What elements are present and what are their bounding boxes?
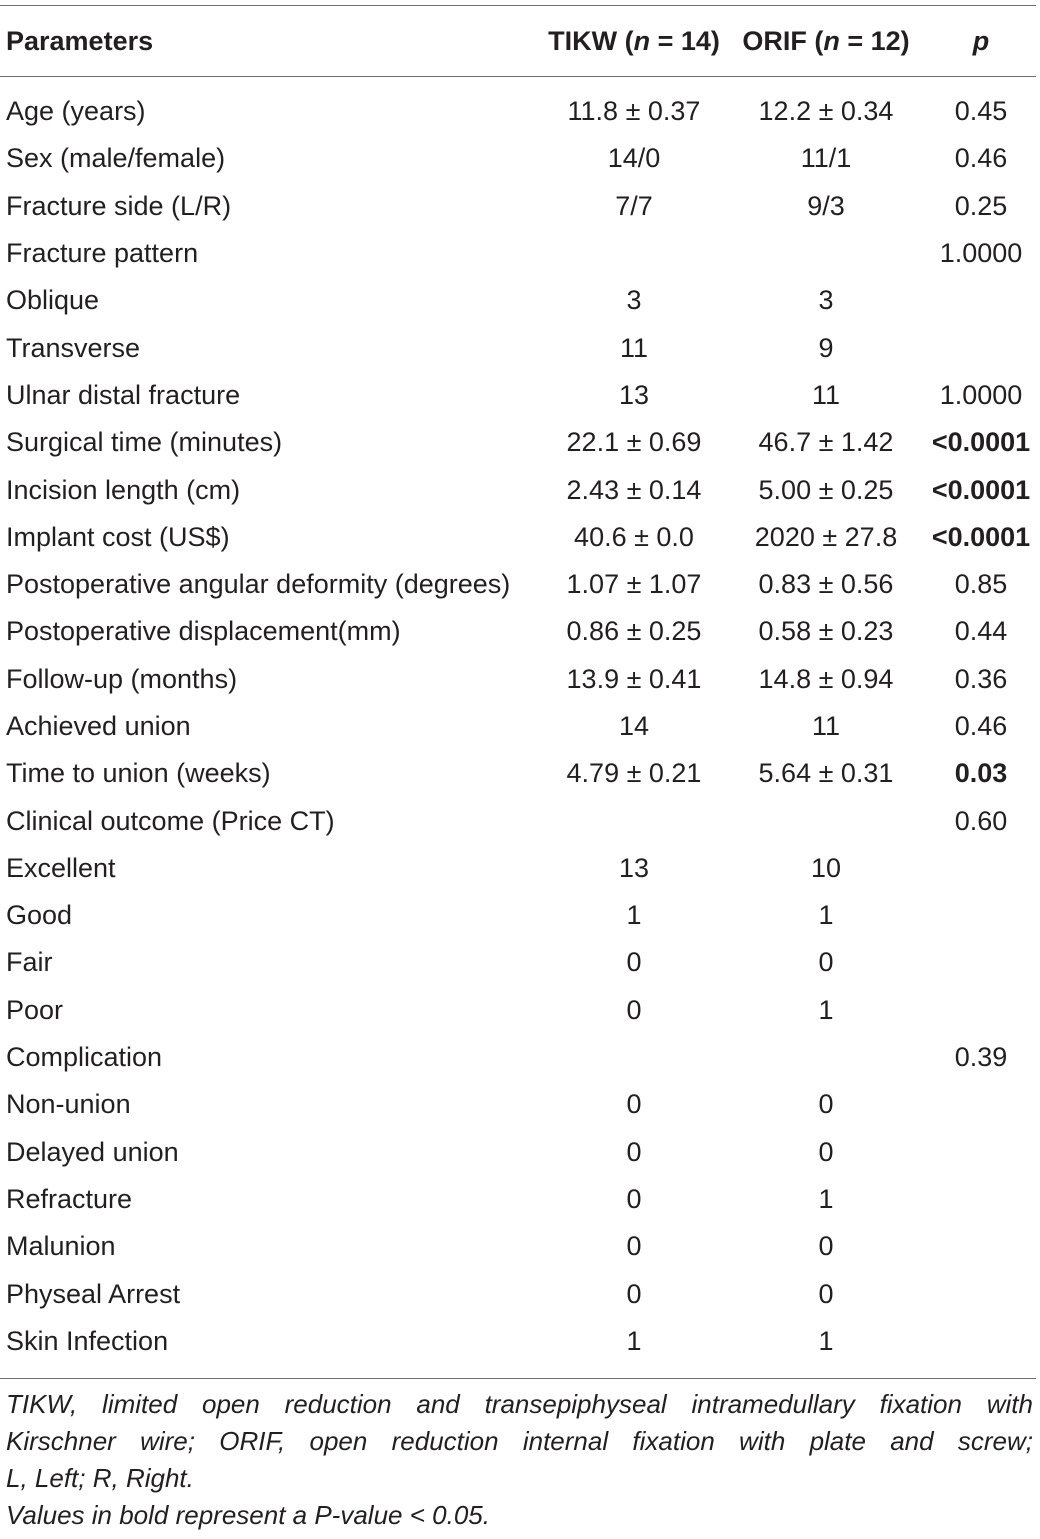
cell-orif: 0: [818, 947, 834, 978]
cell-orif: 0: [818, 1278, 834, 1309]
cell-orif: 9: [818, 332, 834, 363]
cell-orif: [732, 1034, 920, 1081]
cell-parameter: Achieved union: [6, 711, 191, 741]
cell-parameter: Implant cost (US$): [6, 521, 230, 552]
cell-parameter: Physeal Arrest: [6, 1278, 181, 1309]
table-row: [0, 1081, 1040, 1128]
table-header: [0, 6, 1040, 76]
table-row: [0, 1176, 1040, 1223]
cell-p-value: [920, 1129, 1040, 1176]
table-body: [0, 88, 1040, 1365]
cell-parameter: Time to union (weeks): [6, 758, 271, 789]
footnote-significance: Values in bold represent a P-value < 0.05.: [6, 1500, 490, 1530]
cell-orif: [732, 230, 920, 277]
table-row: [0, 608, 1040, 655]
cell-tikw: 0: [626, 1278, 642, 1309]
table-row: [0, 845, 1040, 892]
header-orif: [732, 6, 920, 76]
table-row: [0, 987, 1040, 1034]
header-orif-suffix: = 12): [839, 25, 910, 56]
table-row: [0, 656, 1040, 703]
cell-p-value: [920, 324, 1040, 371]
cell-orif: 1: [818, 1183, 834, 1214]
footnote-line: L, Left; R, Right.: [6, 1463, 194, 1493]
cell-tikw: 0: [626, 947, 642, 978]
cell-parameter: Malunion: [6, 1231, 116, 1262]
cell-orif: 14.8 ± 0.94: [758, 663, 894, 694]
cell-p-value: [920, 1223, 1040, 1270]
cell-p-value: 0.25: [954, 190, 1008, 221]
cell-parameter: Postoperative displacement(mm): [6, 616, 401, 647]
header-p: p: [972, 25, 990, 56]
cell-p-value: 0.44: [954, 616, 1008, 647]
cell-parameter: Oblique: [6, 285, 100, 316]
header-tikw: [536, 6, 732, 76]
cell-orif: 1: [818, 900, 834, 931]
cell-parameter: Ulnar distal fracture: [6, 379, 241, 410]
table-row: [0, 1223, 1040, 1270]
cell-p-value: [920, 277, 1040, 324]
cell-orif: 12.2 ± 0.34: [758, 96, 894, 127]
cell-tikw: 1.07 ± 1.07: [566, 569, 702, 600]
cell-p-value: <0.0001: [931, 474, 1031, 505]
header-tikw-suffix: = 14): [650, 25, 720, 56]
cell-tikw: 0: [626, 1231, 642, 1262]
table-row: [0, 88, 1040, 135]
cell-p-value: <0.0001: [931, 521, 1031, 552]
cell-orif: 11: [811, 379, 841, 410]
cell-parameter: Fracture pattern: [6, 238, 199, 269]
table-bottom-rule: [0, 1378, 1036, 1379]
table-row: [0, 750, 1040, 797]
cell-tikw: 14/0: [607, 143, 661, 174]
table-row: [0, 419, 1040, 466]
cell-orif: 11: [811, 711, 841, 741]
cell-p-value: 0.45: [954, 96, 1008, 127]
cell-parameter: Age (years): [6, 96, 146, 127]
footnote-line: TIKW, limited open reduction and transepiphyseal intramedullary fixation with: [6, 1389, 1033, 1419]
cell-orif: 1: [818, 994, 834, 1025]
cell-tikw: 1: [626, 900, 642, 931]
cell-parameter: Follow-up (months): [6, 663, 238, 694]
table-row: [0, 135, 1040, 182]
cell-parameter: Surgical time (minutes): [6, 427, 283, 458]
cell-p-value: [920, 987, 1040, 1034]
table-footnotes: [6, 1386, 1033, 1534]
cell-tikw: [536, 230, 732, 277]
table-row: [0, 1318, 1040, 1365]
cell-tikw: 14: [618, 711, 650, 741]
cell-tikw: [536, 797, 732, 844]
table-row: [0, 372, 1040, 419]
cell-p-value: 0.39: [954, 1042, 1008, 1073]
table-row: [0, 939, 1040, 986]
cell-parameter: Fair: [6, 947, 53, 978]
cell-p-value: [920, 892, 1040, 939]
cell-parameter: Skin Infection: [6, 1325, 169, 1356]
cell-orif: 9/3: [807, 190, 845, 221]
cell-orif: 0: [818, 1136, 834, 1167]
header-row: [0, 6, 1040, 76]
cell-orif: 0: [818, 1089, 834, 1120]
cell-tikw: 3: [626, 285, 642, 316]
cell-tikw: 0: [626, 1136, 642, 1167]
cell-tikw: 22.1 ± 0.69: [566, 427, 702, 458]
cell-parameter: Excellent: [6, 852, 116, 883]
cell-tikw: 7/7: [615, 190, 653, 221]
table-row: [0, 561, 1040, 608]
cell-orif: 46.7 ± 1.42: [758, 427, 894, 458]
table-row: [0, 892, 1040, 939]
cell-p-value: 0.46: [954, 711, 1008, 741]
table-row: [0, 183, 1040, 230]
cell-p-value: 0.85: [954, 569, 1008, 600]
cell-p-value: 0.46: [954, 143, 1008, 174]
table-row: [0, 1129, 1040, 1176]
cell-parameter: Sex (male/female): [6, 143, 226, 174]
cell-p-value: 1.0000: [939, 238, 1023, 269]
cell-parameter: Complication: [6, 1042, 163, 1073]
cell-orif: [732, 797, 920, 844]
cell-orif: 0: [818, 1231, 834, 1262]
cell-orif: 0.83 ± 0.56: [758, 569, 894, 600]
cell-tikw: 1: [626, 1325, 642, 1356]
cell-tikw: 0: [626, 994, 642, 1025]
header-tikw-n: n: [633, 25, 651, 56]
table-row: [0, 797, 1040, 844]
header-tikw-prefix: TIKW (: [548, 25, 634, 56]
cell-p-value: <0.0001: [931, 427, 1031, 458]
cell-p-value: [920, 939, 1040, 986]
cell-p-value: [920, 845, 1040, 892]
cell-parameter: Non-union: [6, 1089, 131, 1120]
cell-tikw: 2.43 ± 0.14: [566, 474, 702, 505]
cell-parameter: Good: [6, 900, 73, 931]
cell-p-value: [920, 1081, 1040, 1128]
table-row: [0, 324, 1040, 371]
table-row: [0, 466, 1040, 513]
header-orif-n: n: [823, 25, 840, 56]
cell-parameter: Transverse: [6, 332, 141, 363]
table-row: [0, 514, 1040, 561]
cell-tikw: 11: [619, 332, 649, 363]
cell-parameter: Fracture side (L/R): [6, 190, 232, 221]
cell-orif: 0.58 ± 0.23: [758, 616, 894, 647]
table-header-rule: [0, 76, 1036, 77]
cell-p-value: 1.0000: [939, 379, 1023, 410]
cell-parameter: Poor: [6, 994, 64, 1025]
cell-orif: 5.00 ± 0.25: [758, 474, 894, 505]
cell-orif: 1: [818, 1325, 834, 1356]
cell-tikw: 40.6 ± 0.0: [574, 521, 694, 552]
cell-parameter: Clinical outcome (Price CT): [6, 805, 335, 836]
cell-tikw: 4.79 ± 0.21: [566, 758, 702, 789]
cell-p-value: 0.36: [954, 663, 1008, 694]
table-row: [0, 277, 1040, 324]
cell-tikw: 11.8 ± 0.37: [567, 96, 701, 127]
cell-p-value: [920, 1318, 1040, 1365]
cell-tikw: 0: [626, 1089, 642, 1120]
header-orif-prefix: ORIF (: [742, 25, 824, 56]
table-row: [0, 230, 1040, 277]
cell-orif: 2020 ± 27.8: [754, 521, 898, 552]
cell-p-value: 0.60: [954, 805, 1008, 836]
footnote-line: Kirschner wire; ORIF, open reduction internal fixation with plate and screw;: [6, 1426, 1033, 1456]
table-row: [0, 1034, 1040, 1081]
cell-parameter: Postoperative angular deformity (degrees): [6, 569, 511, 600]
cell-tikw: 13: [618, 379, 650, 410]
table-row: [0, 703, 1040, 750]
cell-tikw: 0.86 ± 0.25: [566, 616, 702, 647]
cell-tikw: 13: [618, 852, 650, 883]
cell-tikw: [536, 1034, 732, 1081]
cell-parameter: Delayed union: [6, 1136, 179, 1167]
cell-tikw: 13.9 ± 0.41: [566, 663, 702, 694]
cell-parameter: Incision length (cm): [6, 474, 241, 505]
cell-orif: 3: [818, 285, 834, 316]
cell-tikw: 0: [626, 1183, 642, 1214]
cell-p-value: [920, 1176, 1040, 1223]
cell-orif: 5.64 ± 0.31: [758, 758, 894, 789]
cell-p-value: 0.03: [954, 758, 1008, 789]
table-row: [0, 1270, 1040, 1317]
cell-orif: 10: [810, 852, 842, 883]
cell-p-value: [920, 1270, 1040, 1317]
header-parameters: Parameters: [6, 25, 154, 56]
cell-orif: 11/1: [800, 143, 852, 174]
cell-parameter: Refracture: [6, 1183, 133, 1214]
